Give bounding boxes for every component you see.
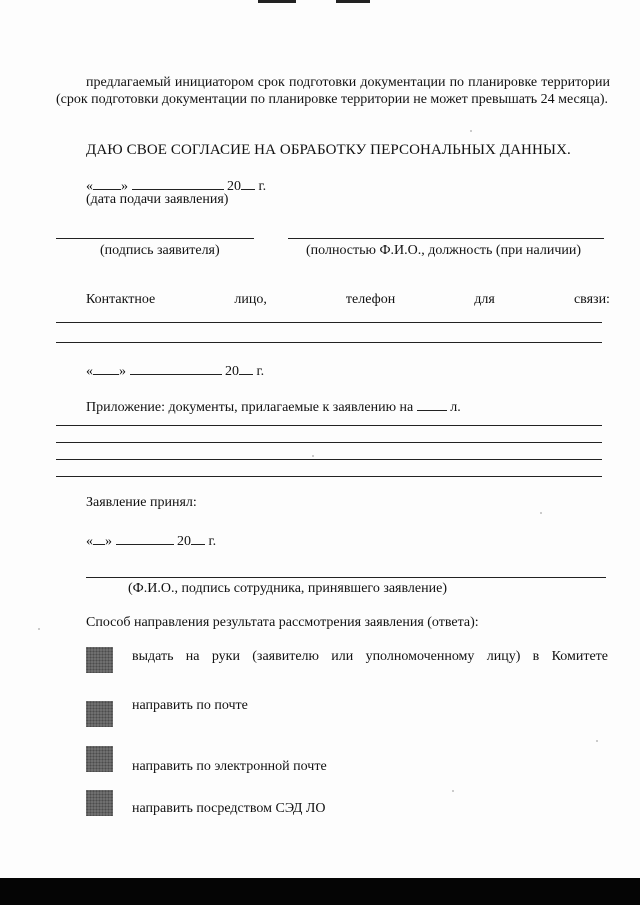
attachment-line bbox=[56, 425, 602, 426]
scan-speck bbox=[38, 628, 40, 630]
scan-speck bbox=[312, 455, 314, 457]
delivery-option-email-label: направить по электронной почте bbox=[132, 759, 327, 774]
applicant-signature-caption: (подпись заявителя) bbox=[100, 243, 220, 258]
consent-heading: ДАЮ СВОЕ СОГЛАСИЕ НА ОБРАБОТКУ ПЕРСОНАЛЬНЫХ ДАННЫХ. bbox=[86, 142, 571, 158]
applicant-signature-line bbox=[56, 238, 254, 239]
contact-line bbox=[56, 342, 602, 343]
top-scan-mark bbox=[258, 0, 296, 3]
signature-date: « » 20 г. bbox=[86, 360, 264, 380]
delivery-option-in-person-label: выдать на руки (заявителю или уполномоченному лицу) в Комитете bbox=[132, 649, 608, 664]
scan-speck bbox=[596, 740, 598, 742]
attachment-line bbox=[56, 476, 602, 477]
submission-date-caption: (дата подачи заявления) bbox=[86, 192, 229, 207]
delivery-option-post-checkbox[interactable] bbox=[86, 701, 113, 727]
scan-speck bbox=[452, 790, 454, 792]
delivery-option-sed-checkbox[interactable] bbox=[86, 790, 113, 816]
received-by-label: Заявление принял: bbox=[86, 495, 197, 510]
intro-paragraph: предлагаемый инициатором срок подготовки документации по планировке территории (срок подготовки документации по планировке территории не может превышать 24 месяца). bbox=[56, 75, 610, 107]
contact-person-label: Контактное лицо, телефон для связи: bbox=[86, 292, 610, 307]
delivery-option-sed-label: направить посредством СЭД ЛО bbox=[132, 801, 326, 816]
scan-speck bbox=[470, 130, 472, 132]
scan-bottom-border bbox=[0, 878, 640, 905]
attachment-label: Приложение: документы, прилагаемые к заявлению на л. bbox=[86, 396, 461, 416]
delivery-option-post-label: направить по почте bbox=[132, 698, 248, 713]
submission-date: « » 20 г. bbox=[86, 175, 266, 195]
attachment-line bbox=[56, 459, 602, 460]
received-date: « » 20 г. bbox=[86, 530, 216, 550]
delivery-option-in-person-checkbox[interactable] bbox=[86, 647, 113, 673]
attachment-line bbox=[56, 442, 602, 443]
contact-line bbox=[56, 322, 602, 323]
delivery-option-email-checkbox[interactable] bbox=[86, 746, 113, 772]
applicant-name-caption: (полностью Ф.И.О., должность (при наличии) bbox=[306, 243, 582, 258]
employee-signature-line bbox=[86, 577, 606, 578]
employee-signature-caption: (Ф.И.О., подпись сотрудника, принявшего заявление) bbox=[128, 581, 447, 596]
scan-speck bbox=[540, 512, 542, 514]
top-scan-mark bbox=[336, 0, 370, 3]
delivery-method-heading: Способ направления результата рассмотрения заявления (ответа): bbox=[86, 615, 479, 630]
applicant-name-line bbox=[288, 238, 604, 239]
